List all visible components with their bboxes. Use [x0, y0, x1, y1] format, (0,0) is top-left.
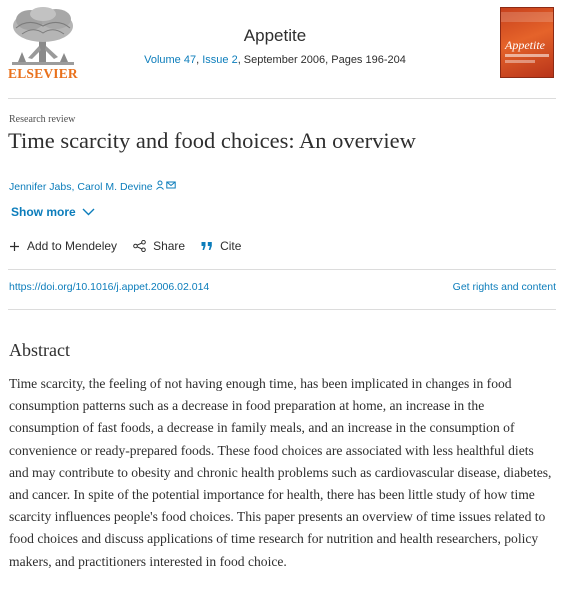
actions-divider	[8, 269, 556, 270]
header-divider	[8, 98, 556, 99]
author-link[interactable]: Carol M. Devine	[77, 180, 153, 193]
article-type: Research review	[9, 114, 76, 125]
journal-cover-image[interactable]	[500, 7, 554, 78]
show-more-button[interactable]	[11, 205, 95, 219]
links-divider	[8, 309, 556, 310]
author-icons	[155, 180, 176, 193]
cite-button[interactable]	[201, 239, 241, 253]
author-link[interactable]: Jennifer Jabs	[9, 180, 72, 193]
quote-icon	[201, 241, 213, 251]
publisher-name: ELSEVIER	[8, 66, 78, 81]
envelope-icon[interactable]	[166, 180, 176, 193]
share-button[interactable]	[133, 239, 185, 253]
doi-link[interactable]: https://doi.org/10.1016/j.appet.2006.02.014	[9, 281, 210, 293]
cover-line	[505, 60, 535, 63]
article-actions	[9, 239, 257, 253]
add-to-mendeley-button[interactable]	[9, 239, 117, 253]
issue-link[interactable]: Issue 2	[202, 54, 238, 66]
date-pages: , September 2006, Pages 196-204	[237, 54, 406, 66]
share-label: Share	[153, 239, 186, 253]
cover-line	[505, 54, 549, 57]
plus-icon	[9, 241, 20, 252]
journal-info	[110, 26, 440, 66]
volume-link[interactable]: Volume 47	[144, 54, 197, 66]
article-title: Time scarcity and food choices: An overview	[8, 128, 416, 153]
chevron-down-icon	[82, 208, 95, 216]
journal-title-link[interactable]: Appetite	[243, 26, 307, 45]
tree-logo-icon	[8, 6, 78, 68]
abstract-text: Time scarcity, the feeling of not having enough time, has been implicated in changes in food consumption patterns such as a decrease in food preparation at home, an increase in the consumption of fast foods, a decrease in family meals, and an increase in the consumption of convenience or ready-prepared foods. These food choices are associated with less healthful diets and may contribute to obesity and chronic health problems such as cardiovascular disease, diabetes, and cancer. In spite of the potential importance for health, there has been little study of how time scarcity influences people's food choices. This paper presents an overview of time issues related to food choices and discuss applications of time research for nutrition and health researchers, policy makers, and practitioners interested in food choice.	[9, 376, 552, 569]
cover-title: Appetite	[505, 38, 545, 52]
author-separator: ,	[71, 180, 75, 193]
journal-citation: Volume 47, Issue 2, September 2006, Pages 196-204	[144, 54, 406, 66]
cite-label: Cite	[220, 239, 242, 253]
article-header	[0, 0, 562, 100]
show-more-label: Show more	[11, 205, 76, 219]
mendeley-label: Add to Mendeley	[27, 239, 118, 253]
author-list	[9, 180, 176, 193]
person-icon[interactable]	[155, 180, 165, 193]
share-icon	[133, 240, 146, 252]
cover-band	[501, 12, 553, 22]
abstract-heading: Abstract	[9, 340, 70, 360]
rights-link[interactable]: Get rights and content	[452, 281, 556, 293]
